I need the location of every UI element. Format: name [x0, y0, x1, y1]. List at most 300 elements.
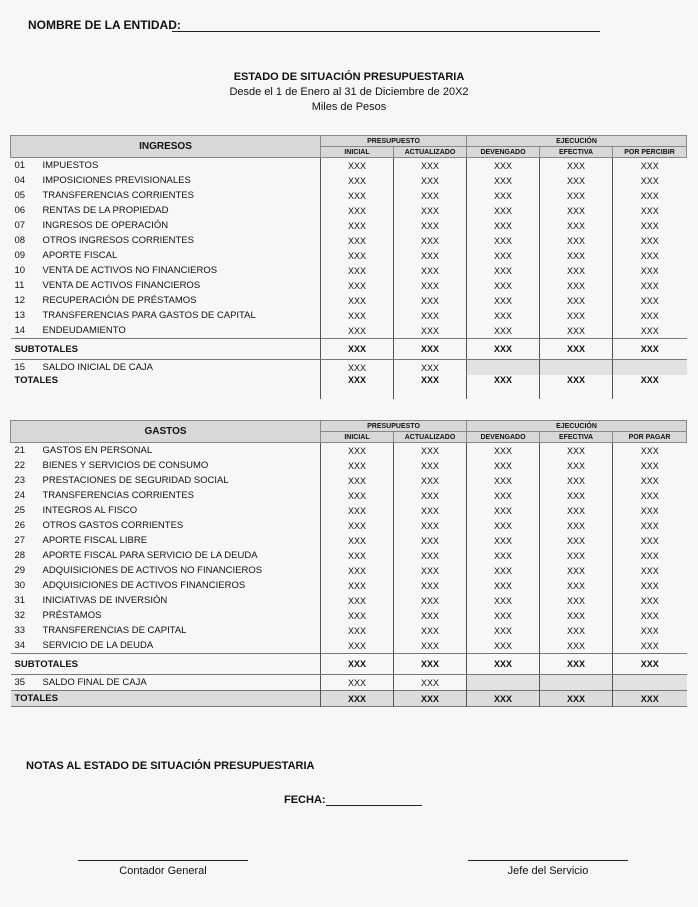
ingresos-table — [10, 135, 687, 399]
cell-value: XXX — [540, 608, 613, 623]
cell-value: XXX — [540, 263, 613, 278]
row-label — [11, 158, 321, 174]
cell-value: XXX — [321, 308, 394, 323]
cell-value: XXX — [394, 158, 467, 174]
cell-value: XXX — [613, 218, 687, 233]
presupuesto-group-header: PRESUPUESTO — [321, 136, 467, 147]
cell-value: XXX — [467, 458, 540, 473]
cell-value: XXX — [394, 548, 467, 563]
date-line — [326, 805, 422, 806]
cell-value: XXX — [394, 563, 467, 578]
cell-value: XXX — [467, 158, 540, 174]
row-label — [11, 458, 321, 473]
table-row — [11, 593, 687, 608]
table-row — [11, 263, 687, 278]
column-header: DEVENGADO — [467, 432, 540, 443]
table-row — [11, 563, 687, 578]
row-code: 28 — [14, 550, 26, 561]
cell-value: XXX — [321, 323, 394, 339]
row-code: 12 — [14, 295, 26, 306]
table-row — [11, 638, 687, 654]
notes-heading: NOTAS AL ESTADO DE SITUACIÓN PRESUPUESTARIA — [26, 760, 315, 772]
total-value: XXX — [467, 691, 540, 707]
row-name: APORTE FISCAL PARA SERVICIO DE LA DEUDA — [42, 550, 258, 561]
total-value: XXX — [613, 691, 687, 707]
row-name: ENDEUDAMIENTO — [42, 325, 126, 336]
row-code: 30 — [14, 580, 26, 591]
table-row — [11, 158, 687, 174]
row-label — [11, 518, 321, 533]
cell-value: XXX — [394, 503, 467, 518]
cell-value: XXX — [394, 293, 467, 308]
row-name: TRANSFERENCIAS PARA GASTOS DE CAPITAL — [42, 310, 256, 321]
row-code: 09 — [14, 250, 26, 261]
table-row — [11, 503, 687, 518]
row-label — [11, 608, 321, 623]
cell-value: XXX — [394, 458, 467, 473]
cell-value: XXX — [467, 323, 540, 339]
table-row — [11, 548, 687, 563]
cell-value: XXX — [394, 638, 467, 654]
cell-value: XXX — [321, 188, 394, 203]
table-row — [11, 203, 687, 218]
column-header: POR PAGAR — [613, 432, 687, 443]
cell-value: XXX — [467, 473, 540, 488]
total-value: XXX — [321, 375, 394, 399]
column-header: EFECTIVA — [540, 432, 613, 443]
column-header: POR PERCIBIR — [613, 147, 687, 158]
row-label — [11, 563, 321, 578]
total-value: XXX — [394, 691, 467, 707]
cell-value: XXX — [540, 188, 613, 203]
saldo-label — [11, 360, 321, 376]
cell-value: XXX — [613, 293, 687, 308]
row-code: 13 — [14, 310, 26, 321]
cell-value: XXX — [540, 563, 613, 578]
subtotal-row — [11, 339, 687, 360]
row-label — [11, 293, 321, 308]
row-code: 01 — [14, 160, 26, 171]
table-row — [11, 578, 687, 593]
cell-value: XXX — [613, 263, 687, 278]
cell-value: XXX — [394, 518, 467, 533]
subtotal-row — [11, 654, 687, 675]
cell-value: XXX — [613, 158, 687, 174]
cell-value: XXX — [540, 248, 613, 263]
cell-value: XXX — [321, 548, 394, 563]
cell-value: XXX — [613, 488, 687, 503]
row-name: IMPOSICIONES PREVISIONALES — [42, 175, 191, 186]
cell-value: XXX — [394, 488, 467, 503]
cell-value: XXX — [613, 518, 687, 533]
row-label — [11, 548, 321, 563]
row-name: RECUPERACIÓN DE PRÉSTAMOS — [42, 295, 197, 306]
cell-value: XXX — [613, 248, 687, 263]
cell-value: XXX — [540, 458, 613, 473]
cell-value: XXX — [540, 638, 613, 654]
cell-value: XXX — [467, 188, 540, 203]
row-name: OTROS INGRESOS CORRIENTES — [42, 235, 194, 246]
cell-value: XXX — [321, 533, 394, 548]
cell-value: XXX — [321, 563, 394, 578]
cell-value: XXX — [394, 263, 467, 278]
row-label — [11, 173, 321, 188]
cell-value: XXX — [613, 503, 687, 518]
cell-value: XXX — [540, 533, 613, 548]
column-header: EFECTIVA — [540, 147, 613, 158]
total-label: TOTALES — [14, 375, 58, 386]
signature-contador: Contador General — [78, 860, 248, 877]
subtotal-value: XXX — [613, 654, 687, 675]
entity-label: NOMBRE DE LA ENTIDAD: — [28, 18, 181, 32]
row-code: 24 — [14, 490, 26, 501]
row-name: VENTA DE ACTIVOS FINANCIEROS — [42, 280, 201, 291]
cell-value: XXX — [321, 158, 394, 174]
cell-value: XXX — [394, 623, 467, 638]
cell-value: XXX — [467, 608, 540, 623]
row-code: 29 — [14, 565, 26, 576]
total-value: XXX — [540, 375, 613, 399]
row-name: OTROS GASTOS CORRIENTES — [42, 520, 184, 531]
table-row — [11, 173, 687, 188]
shaded-cell — [467, 675, 540, 691]
row-code: 07 — [14, 220, 26, 231]
row-name: INGRESOS DE OPERACIÓN — [42, 220, 169, 231]
shaded-cell — [613, 675, 687, 691]
row-code: 32 — [14, 610, 26, 621]
cell-value: XXX — [394, 323, 467, 339]
cell-value: XXX — [540, 488, 613, 503]
cell-value: XXX — [467, 638, 540, 654]
cell-value: XXX — [467, 308, 540, 323]
cell-value: XXX — [467, 263, 540, 278]
total-value: XXX — [321, 691, 394, 707]
saldo-value: XXX — [394, 360, 467, 376]
table-row — [11, 233, 687, 248]
cell-value: XXX — [321, 593, 394, 608]
table-row — [11, 308, 687, 323]
saldo-value: XXX — [321, 675, 394, 691]
row-code: 26 — [14, 520, 26, 531]
total-value: XXX — [613, 375, 687, 399]
cell-value: XXX — [321, 293, 394, 308]
cell-value: XXX — [321, 623, 394, 638]
cell-value: XXX — [321, 638, 394, 654]
total-row — [11, 691, 687, 707]
subtotal-value: XXX — [321, 339, 394, 360]
gastos-table — [10, 420, 687, 707]
table-row — [11, 293, 687, 308]
cell-value: XXX — [394, 308, 467, 323]
row-name: SALDO FINAL DE CAJA — [42, 677, 147, 688]
row-code: 25 — [14, 505, 26, 516]
cell-value: XXX — [540, 158, 613, 174]
cell-value: XXX — [321, 458, 394, 473]
row-name: ADQUISICIONES DE ACTIVOS NO FINANCIEROS — [42, 565, 263, 576]
row-label — [11, 503, 321, 518]
row-code: 33 — [14, 625, 26, 636]
row-name: INICIATIVAS DE INVERSIÓN — [42, 595, 168, 606]
subtotal-value: XXX — [540, 654, 613, 675]
cell-value: XXX — [467, 503, 540, 518]
subtotal-value: XXX — [467, 654, 540, 675]
cell-value: XXX — [467, 488, 540, 503]
row-label — [11, 323, 321, 339]
row-name: RENTAS DE LA PROPIEDAD — [42, 205, 169, 216]
cell-value: XXX — [321, 518, 394, 533]
shaded-cell — [613, 360, 687, 376]
cell-value: XXX — [467, 248, 540, 263]
saldo-row — [11, 360, 687, 376]
subtotal-value: XXX — [321, 654, 394, 675]
cell-value: XXX — [613, 308, 687, 323]
shaded-cell — [540, 360, 613, 376]
row-name: GASTOS EN PERSONAL — [42, 445, 153, 456]
row-code: 05 — [14, 190, 26, 201]
column-header: ACTUALIZADO — [394, 432, 467, 443]
cell-value: XXX — [467, 443, 540, 459]
report-units: Miles de Pesos — [311, 101, 387, 113]
ejecucion-group-header: EJECUCIÓN — [467, 136, 687, 147]
cell-value: XXX — [540, 203, 613, 218]
cell-value: XXX — [613, 623, 687, 638]
row-name: ADQUISICIONES DE ACTIVOS FINANCIEROS — [42, 580, 246, 591]
cell-value: XXX — [613, 473, 687, 488]
column-header: INICIAL — [321, 147, 394, 158]
cell-value: XXX — [540, 593, 613, 608]
row-code: 15 — [14, 362, 26, 373]
signature-jefe: Jefe del Servicio — [468, 860, 628, 877]
cell-value: XXX — [613, 188, 687, 203]
date-label: FECHA: — [284, 794, 326, 806]
row-code: 21 — [14, 445, 26, 456]
shaded-cell — [540, 675, 613, 691]
table-row — [11, 473, 687, 488]
cell-value: XXX — [540, 308, 613, 323]
cell-value: XXX — [540, 548, 613, 563]
cell-value: XXX — [394, 248, 467, 263]
subtotal-label: SUBTOTALES — [11, 654, 321, 675]
cell-value: XXX — [613, 173, 687, 188]
cell-value: XXX — [540, 443, 613, 459]
cell-value: XXX — [394, 218, 467, 233]
cell-value: XXX — [540, 503, 613, 518]
cell-value: XXX — [467, 293, 540, 308]
row-label — [11, 188, 321, 203]
row-code: 08 — [14, 235, 26, 246]
cell-value: XXX — [394, 533, 467, 548]
subtotal-value: XXX — [613, 339, 687, 360]
cell-value: XXX — [321, 473, 394, 488]
cell-value: XXX — [321, 443, 394, 459]
table-row — [11, 608, 687, 623]
entity-name-line — [172, 31, 600, 32]
cell-value: XXX — [394, 233, 467, 248]
cell-value: XXX — [613, 458, 687, 473]
row-name: PRESTACIONES DE SEGURIDAD SOCIAL — [42, 475, 229, 486]
shaded-cell — [467, 360, 540, 376]
total-value: XXX — [540, 691, 613, 707]
cell-value: XXX — [467, 518, 540, 533]
row-code: 22 — [14, 460, 26, 471]
subtotal-value: XXX — [394, 339, 467, 360]
row-label — [11, 533, 321, 548]
row-name: TRANSFERENCIAS CORRIENTES — [42, 490, 194, 501]
cell-value: XXX — [613, 578, 687, 593]
cell-value: XXX — [613, 233, 687, 248]
row-label — [11, 443, 321, 459]
cell-value: XXX — [467, 173, 540, 188]
row-name: APORTE FISCAL — [42, 250, 118, 261]
cell-value: XXX — [540, 233, 613, 248]
cell-value: XXX — [321, 263, 394, 278]
cell-value: XXX — [321, 278, 394, 293]
cell-value: XXX — [540, 173, 613, 188]
row-label — [11, 233, 321, 248]
cell-value: XXX — [467, 623, 540, 638]
table-row — [11, 443, 687, 459]
cell-value: XXX — [540, 578, 613, 593]
cell-value: XXX — [321, 578, 394, 593]
cell-value: XXX — [613, 593, 687, 608]
cell-value: XXX — [613, 563, 687, 578]
row-label — [11, 248, 321, 263]
cell-value: XXX — [321, 203, 394, 218]
cell-value: XXX — [613, 203, 687, 218]
cell-value: XXX — [467, 533, 540, 548]
subtotal-value: XXX — [540, 339, 613, 360]
subtotal-value: XXX — [394, 654, 467, 675]
cell-value: XXX — [467, 548, 540, 563]
gastos-header-row — [11, 421, 687, 432]
row-code: 34 — [14, 640, 26, 651]
row-name: INTEGROS AL FISCO — [42, 505, 138, 516]
row-code: 27 — [14, 535, 26, 546]
report-title: ESTADO DE SITUACIÓN PRESUPUESTARIA — [233, 71, 465, 83]
cell-value: XXX — [394, 173, 467, 188]
table-row — [11, 188, 687, 203]
row-label — [11, 308, 321, 323]
row-name: SERVICIO DE LA DEUDA — [42, 640, 154, 651]
ingresos-header-row — [11, 136, 687, 147]
row-name: VENTA DE ACTIVOS NO FINANCIEROS — [42, 265, 218, 276]
row-label — [11, 593, 321, 608]
cell-value: XXX — [321, 248, 394, 263]
table-row — [11, 248, 687, 263]
cell-value: XXX — [613, 638, 687, 654]
cell-value: XXX — [540, 623, 613, 638]
subtotal-label: SUBTOTALES — [11, 339, 321, 360]
cell-value: XXX — [394, 593, 467, 608]
cell-value: XXX — [321, 233, 394, 248]
total-value: XXX — [394, 375, 467, 399]
row-label — [11, 473, 321, 488]
cell-value: XXX — [613, 443, 687, 459]
cell-value: XXX — [613, 548, 687, 563]
total-label: TOTALES — [14, 693, 58, 704]
cell-value: XXX — [394, 443, 467, 459]
cell-value: XXX — [540, 473, 613, 488]
cell-value: XXX — [467, 578, 540, 593]
cell-value: XXX — [394, 203, 467, 218]
total-row — [11, 375, 687, 399]
table-row — [11, 623, 687, 638]
table-row — [11, 278, 687, 293]
table-row — [11, 533, 687, 548]
saldo-label — [11, 675, 321, 691]
table-row — [11, 458, 687, 473]
row-code: 06 — [14, 205, 26, 216]
table-row — [11, 218, 687, 233]
cell-value: XXX — [613, 278, 687, 293]
row-label — [11, 623, 321, 638]
row-label — [11, 263, 321, 278]
cell-value: XXX — [394, 608, 467, 623]
saldo-value: XXX — [394, 675, 467, 691]
row-label — [11, 488, 321, 503]
table-row — [11, 323, 687, 339]
row-name: BIENES Y SERVICIOS DE CONSUMO — [42, 460, 209, 471]
row-label — [11, 278, 321, 293]
cell-value: XXX — [467, 563, 540, 578]
cell-value: XXX — [540, 278, 613, 293]
row-code: 04 — [14, 175, 26, 186]
subtotal-value: XXX — [467, 339, 540, 360]
ejecucion-group-header: EJECUCIÓN — [467, 421, 687, 432]
row-name: TRANSFERENCIAS DE CAPITAL — [42, 625, 187, 636]
cell-value: XXX — [540, 518, 613, 533]
row-label — [11, 203, 321, 218]
cell-value: XXX — [321, 488, 394, 503]
cell-value: XXX — [394, 578, 467, 593]
row-label — [11, 638, 321, 654]
row-name: APORTE FISCAL LIBRE — [42, 535, 148, 546]
row-label — [11, 218, 321, 233]
cell-value: XXX — [613, 323, 687, 339]
cell-value: XXX — [321, 173, 394, 188]
cell-value: XXX — [467, 218, 540, 233]
cell-value: XXX — [467, 233, 540, 248]
cell-value: XXX — [467, 203, 540, 218]
saldo-row — [11, 675, 687, 691]
cell-value: XXX — [613, 533, 687, 548]
row-code: 14 — [14, 325, 26, 336]
report-header — [0, 70, 698, 115]
row-code: 11 — [14, 280, 25, 291]
presupuesto-group-header: PRESUPUESTO — [321, 421, 467, 432]
cell-value: XXX — [540, 293, 613, 308]
saldo-value: XXX — [321, 360, 394, 376]
column-header: DEVENGADO — [467, 147, 540, 158]
cell-value: XXX — [321, 218, 394, 233]
report-period: Desde el 1 de Enero al 31 de Diciembre de 20X2 — [229, 86, 469, 98]
row-label — [11, 578, 321, 593]
cell-value: XXX — [540, 323, 613, 339]
gastos-header: GASTOS — [11, 421, 321, 443]
row-name: PRÉSTAMOS — [42, 610, 102, 621]
column-header: INICIAL — [321, 432, 394, 443]
cell-value: XXX — [394, 473, 467, 488]
column-header: ACTUALIZADO — [394, 147, 467, 158]
total-value: XXX — [467, 375, 540, 399]
row-name: SALDO INICIAL DE CAJA — [42, 362, 154, 373]
row-code: 10 — [14, 265, 26, 276]
row-code: 35 — [14, 677, 26, 688]
row-code: 31 — [14, 595, 26, 606]
cell-value: XXX — [394, 278, 467, 293]
row-name: IMPUESTOS — [42, 160, 99, 171]
cell-value: XXX — [467, 278, 540, 293]
